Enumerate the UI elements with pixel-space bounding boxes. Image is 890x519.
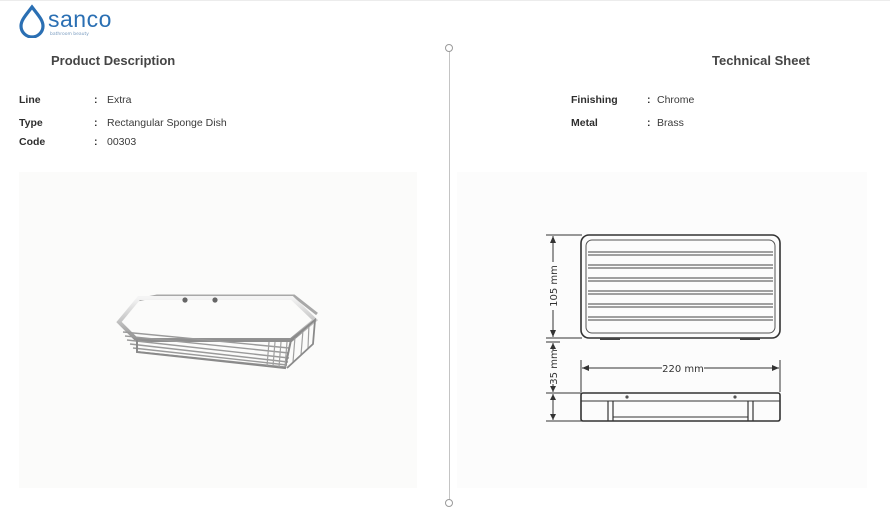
technical-sheet-title: Technical Sheet (712, 53, 811, 68)
field-label: Code (19, 136, 46, 148)
field-value: Rectangular Sponge Dish (107, 117, 227, 129)
depth-label: 105 mm (549, 265, 560, 307)
field-separator: : (647, 117, 651, 129)
field-value: 00303 (107, 136, 137, 148)
field-label: Metal (571, 117, 598, 129)
field-separator: : (647, 94, 651, 106)
field-separator: : (94, 94, 98, 106)
field-value: Brass (657, 117, 684, 129)
field-value: Extra (107, 94, 132, 106)
field-separator: : (94, 136, 98, 148)
field-separator: : (94, 117, 98, 129)
field-value: Chrome (657, 94, 695, 106)
field-label: Type (19, 117, 43, 129)
product-description-title: Product Description (51, 53, 176, 68)
height-label: 35 mm (549, 349, 560, 385)
field-label: Line (19, 94, 41, 106)
top-view (581, 235, 780, 339)
width-label: 220 mm (662, 364, 704, 375)
field-label: Finishing (571, 94, 618, 106)
front-view (581, 393, 780, 421)
brand-name: sanco (48, 6, 112, 32)
brand-tagline: bathroom beauty (50, 32, 89, 37)
